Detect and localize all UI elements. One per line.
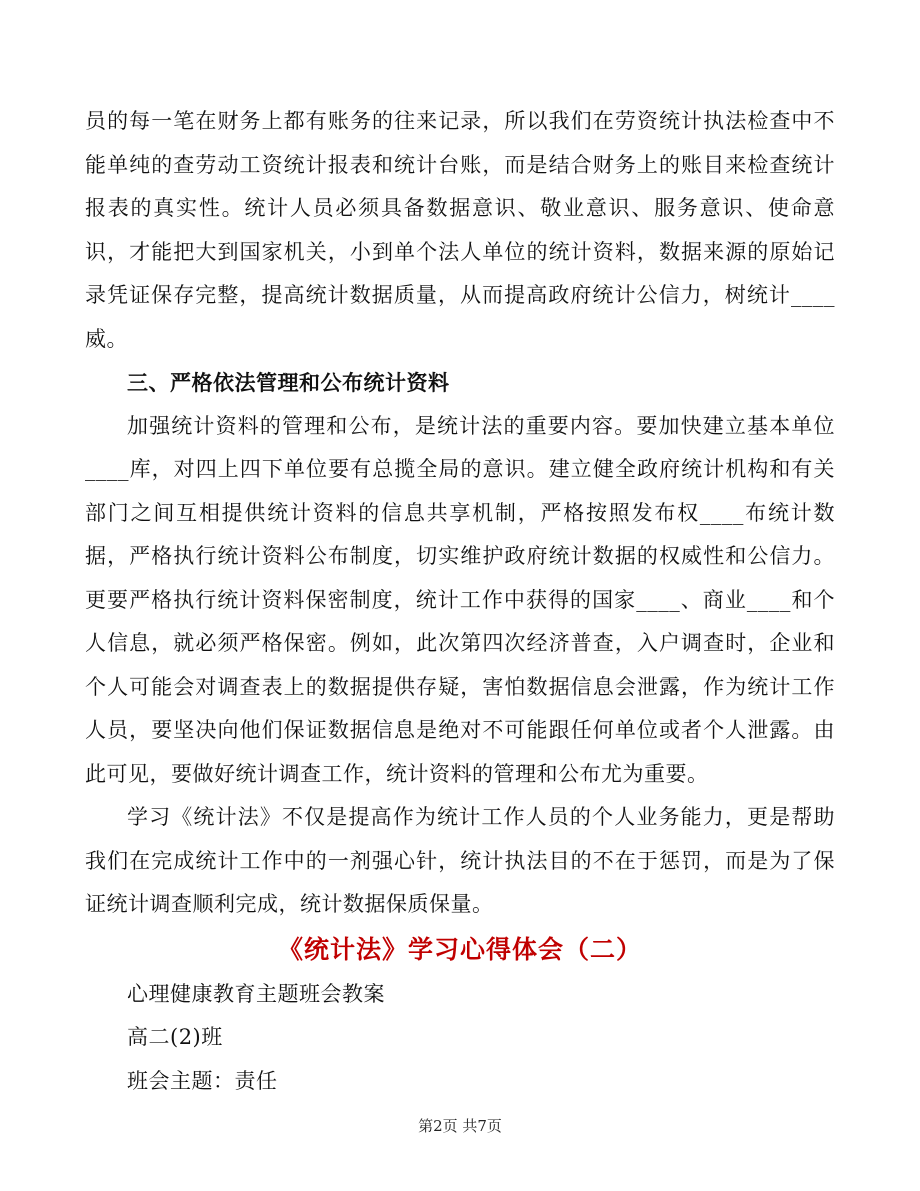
document-body <box>85 100 835 1103</box>
second-document-title: 《统计法》学习心得体会（二） <box>277 934 642 964</box>
section-heading: 三、严格依法管理和公布统计资料 <box>127 370 450 395</box>
closing-paragraph: 学习《统计法》不仅是提高作为统计工作人员的个人业务能力，更是帮助我们在完成统计工作中的一剂强心针，统计执法目的不在于惩罚，而是为了保证统计调查顺利完成，统计数据保质保量。 <box>85 805 835 916</box>
section-paragraph: 加强统计资料的管理和公布，是统计法的重要内容。要加快建立基本单位____库，对四上四下单位要有总揽全局的意识。建立健全政府统计机构和有关部门之间互相提供统计资料的信息共享机制，严格按照发布权____布统计数据，严格执行统计资料公布制度，切实维护政府统计数据的权威性和公信力。更要严格执行统计资料保密制度，统计工作中获得的国家____、商业____和个人信息，就必须严格保密。例如，此次第四次经济普查，入户调查时，企业和个人可能会对调查表上的数据提供存疑，害怕数据信息会泄露，作为统计工作人员，要坚决向他们保证数据信息是绝对不可能跟任何单位或者个人泄露。由此可见，要做好统计调查工作，统计资料的管理和公布尤为重要。 <box>85 413 835 786</box>
page-number-footer: 第2页 共7页 <box>418 1117 502 1135</box>
paragraph-continued: 员的每一笔在财务上都有账务的往来记录，所以我们在劳资统计执法检查中不能单纯的查劳动工资统计报表和统计台账，而是结合财务上的账目来检查统计报表的真实性。统计人员必须具备数据意识、敬业意识、服务意识、使命意识，才能把大到国家机关，小到单个法人单位的统计资料，数据来源的原始记录凭证保存完整，提高统计数据质量，从而提高政府统计公信力，树统计____威。 <box>85 109 835 351</box>
line-class: 高二(2)班 <box>127 1025 223 1049</box>
line-lesson-plan: 心理健康教育主题班会教案 <box>127 981 385 1006</box>
line-theme: 班会主题：责任 <box>127 1068 278 1093</box>
